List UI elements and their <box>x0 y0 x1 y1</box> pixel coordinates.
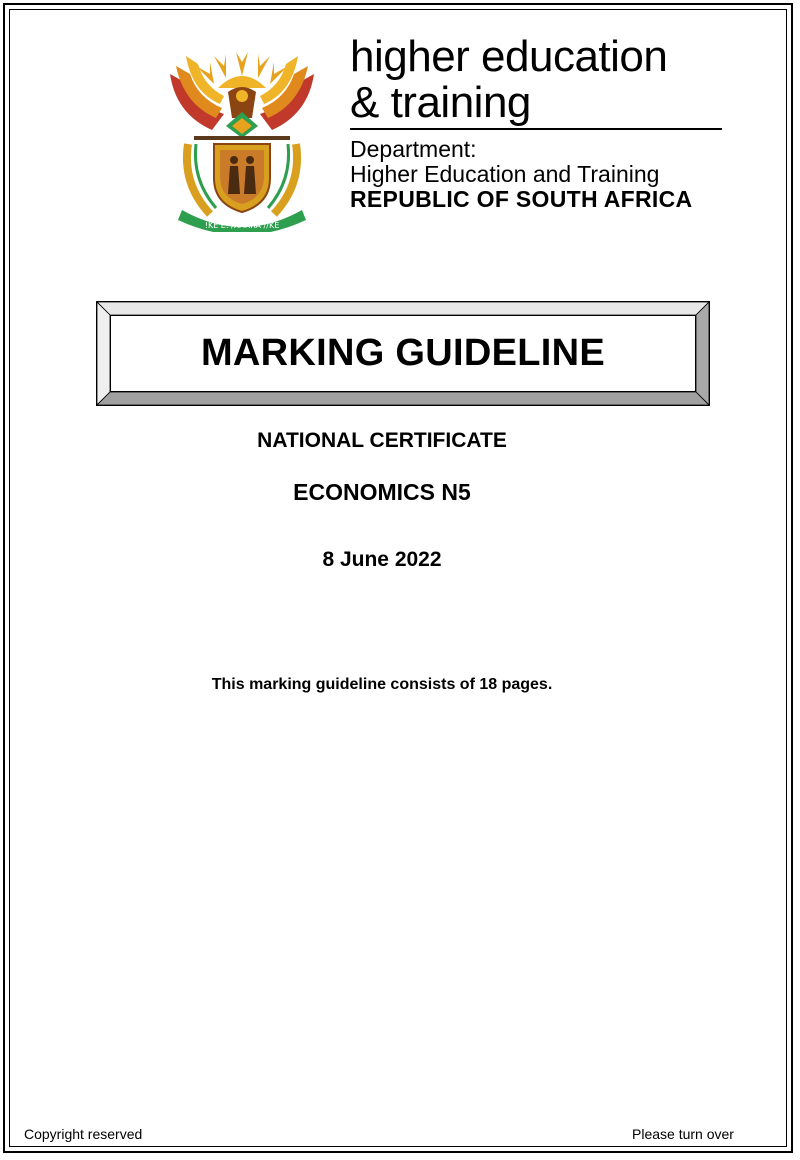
motto-text: !KE E: /XARRA //KE <box>204 221 280 230</box>
exam-date: 8 June 2022 <box>322 548 442 571</box>
title-inner-box <box>110 315 696 392</box>
department-name: Higher Education and Training <box>350 161 660 187</box>
certificate-name: NATIONAL CERTIFICATE <box>257 429 507 452</box>
document-title: MARKING GUIDELINE <box>200 332 606 374</box>
brand-line-2: & training <box>350 78 531 127</box>
subject-name: ECONOMICS N5 <box>293 479 471 505</box>
header-rule <box>350 128 722 130</box>
title-frame <box>96 301 710 406</box>
brand-line-1: higher education <box>350 32 668 81</box>
page-count-note: This marking guideline consists of 18 pages. <box>211 676 553 693</box>
footer-turn-over: Please turn over <box>632 1126 734 1142</box>
department-label: Department: <box>350 136 477 162</box>
coat-of-arms-icon <box>166 44 318 232</box>
footer-copyright: Copyright reserved <box>24 1126 143 1142</box>
country-name: REPUBLIC OF SOUTH AFRICA <box>350 186 693 212</box>
